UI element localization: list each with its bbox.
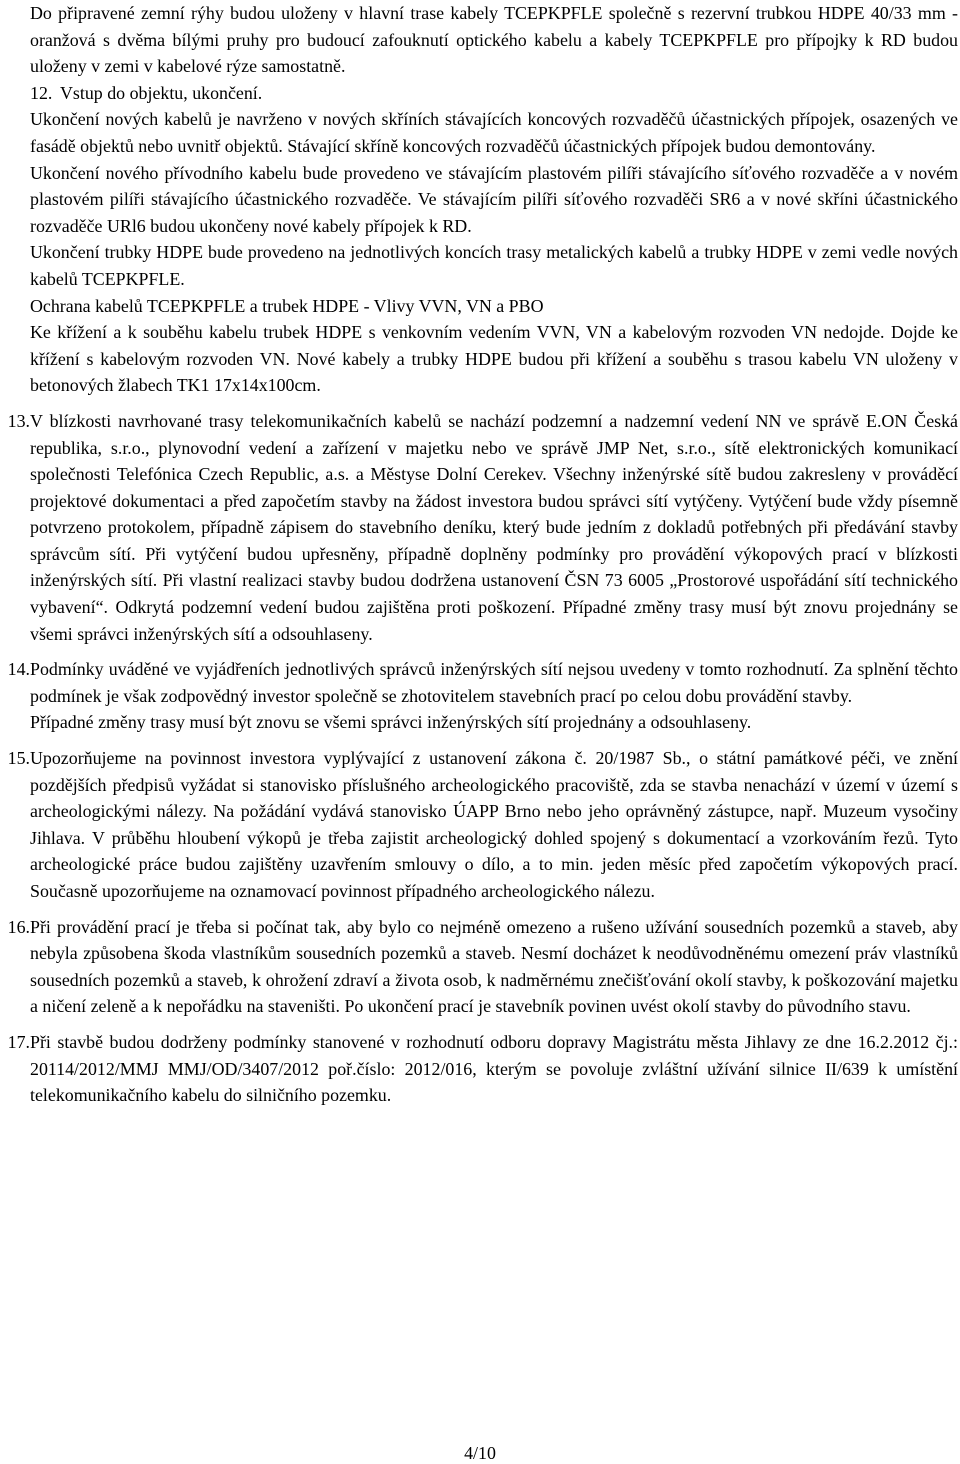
spacer [30, 1020, 958, 1029]
section-16 [7, 914, 958, 1020]
section-paragraph: V blízkosti navrhované trasy telekomunikačních kabelů se nachází podzemní a nadzemní vedení NN ve správě E.ON Česká republika, s.r.o., plynovodní vedení a zařízení v majetku nebo ve správě JMP Net, s.r.o., sítě elektronických komunikací společnosti Telefónica Czech Republic, a.s. a Městyse Dolní Cerekev. Všechny inženýrské sítě budou zakresleny v prováděcí projektové dokumentaci a před započetím stavby na žádost investora budou správci sítí vytýčeny. Vytýčení bude vždy písemně potvrzeno protokolem, případně zápisem do stavebního deníku, který bude jedním z dokladů potřebných při předávání stavby správcům sítí. Při vytýčení budou upřesněny, případně doplněny podmínky pro provádění výkopových prací v blízkosti inženýrských sítí. Při vlastní realizaci stavby budou dodržena ustanovení ČSN 73 6005 „Prostorové uspořádání sítí technického vybavení“. Odkrytá podzemní vedení budou zajištěna proti poškození. Případné změny trasy musí být znovu projednány se všemi správci inženýrských sítí a odsouhlaseny. [30, 410, 958, 644]
section-number: 14. [7, 659, 30, 680]
spacer [30, 399, 958, 408]
section-number: 13. [7, 410, 30, 431]
section-paragraph: Ochrana kabelů TCEPKPFLE a trubek HDPE - Vlivy VVN, VN a PBO [30, 295, 544, 316]
section-paragraph: Při provádění prací je třeba si počínat tak, aby bylo co nejméně omezeno a rušeno užívání sousedních pozemků a staveb, aby nebyla způsobena škoda vlastníkům sousedních pozemků a staveb. Nesmí docházet k neodůvodněnému omezení práv vlastníků sousedních pozemků a staveb, k ohrožení zdraví a života osob, k nadměrnému znečišťování okolí stavby, k poškozování majetku a ničení zeleně a k nepořádku na staveništi. Po ukončení prací je stavebník povinen uvést okolí stavby do původního stavu. [30, 916, 958, 1017]
section-paragraph: Podmínky uváděné ve vyjádřeních jednotlivých správců inženýrských sítí nejsou uvedeny v tomto rozhodnutí. Za splnění těchto podmínek je však zodpovědný investor společně se zhotovitelem stavebních prací po celou dobu provádění stavby. [30, 659, 958, 706]
section-heading [30, 80, 958, 107]
section-paragraph: Při stavbě budou dodrženy podmínky stanovené v rozhodnutí odboru dopravy Magistrátu města Jihlavy ze dne 16.2.2012 čj.: 20114/2012/MMJ MMJ/OD/3407/2012 poř.číslo: 2012/016, kterým se povoluje zvláštní užívání silnice II/639 k umístění telekomunikačního kabelu do silničního pozemku. [30, 1031, 958, 1106]
spacer [30, 905, 958, 914]
section-paragraph: Ukončení nových kabelů je navrženo v nových skříních stávajících koncových rozvaděčů účastnických přípojek, osazených ve fasádě objektů nebo uvnitř objektů. Stávající skříně koncových rozvaděčů účastnických přípojek budou demontovány. [30, 109, 958, 156]
section-paragraph: Ukončení nového přívodního kabelu bude provedeno ve stávajícím plastovém pilíři stávajícího síťového rozvaděče a v novém plastovém pilíři stávajícího účastnického rozvaděče. Ve stávajícím pilíři síťového rozvaděči SR6 a v nové skříni účastnického rozvaděče URl6 budou ukončeny nové kabely přípojek k RD. [30, 162, 958, 236]
document-body [7, 0, 958, 1109]
section-paragraph: Ke křížení a k souběhu kabelu trubek HDPE s venkovním vedením VVN, VN a kabelovým rozvoden VN nedojde. Dojde ke křížení s kabelovým rozvoden VN. Nové kabely a trubky HDPE budou při křížení a souběhu s trasou kabelu VN uloženy v betonových žlabech TK1 17x14x100cm. [30, 322, 958, 396]
section-number: 15. [7, 748, 30, 769]
section-number: 12. [30, 82, 53, 103]
section-number: 17. [7, 1031, 30, 1052]
intro-paragraph: Do připravené zemní rýhy budou uloženy v hlavní trase kabely TCEPKPFLE společně s rezervní trubkou HDPE 40/33 mm - oranžová s dvěma bílými pruhy pro budoucí zafouknutí optického kabelu a kabely TCEPKPFLE pro přípojky k RD budou uloženy v zemi v kabelové rýze samostatně. [30, 3, 958, 77]
section-paragraph: Ukončení trubky HDPE bude provedeno na jednotlivých koncích trasy metalických kabelů a trubky HDPE v zemi vedle nových kabelů TCEPKPFLE. [30, 242, 958, 289]
section-number: 16. [7, 916, 30, 937]
section-paragraph: Případné změny trasy musí být znovu se všemi správci inženýrských sítí projednány a odsouhlaseny. [30, 712, 752, 733]
section-12 [30, 80, 958, 399]
page-number: 4/10 [464, 1443, 496, 1463]
section-paragraph: Upozorňujeme na povinnost investora vyplývající z ustanovení zákona č. 20/1987 Sb., o státní památkové péči, ve znění pozdějších předpisů vyžádat si stanovisko příslušného archeologického pracoviště, zda se stavba nenachází v území v území s archeologickými nálezy. Na požádání vydává stanovisko ÚAPP Brno nebo jeho oprávněný zástupce, např. Muzeum vysočiny Jihlava. V průběhu hloubení výkopů je třeba zajistit archeologický dohled spojený s dokumentací a vzorkováním řezů. Tyto archeologické práce budou zajištěny uzavřením smlouvy o dílo, a to min. jeden měsíc před započetím výkopových prací. Současně upozorňujeme na oznamovací povinnost případného archeologického nálezu. [30, 748, 958, 901]
section-15 [7, 745, 958, 905]
section-title: Vstup do objektu, ukončení. [60, 82, 263, 103]
section-17 [7, 1029, 958, 1109]
spacer [30, 736, 958, 745]
section-13 [7, 408, 958, 647]
section-14 [7, 656, 958, 736]
spacer [30, 647, 958, 656]
